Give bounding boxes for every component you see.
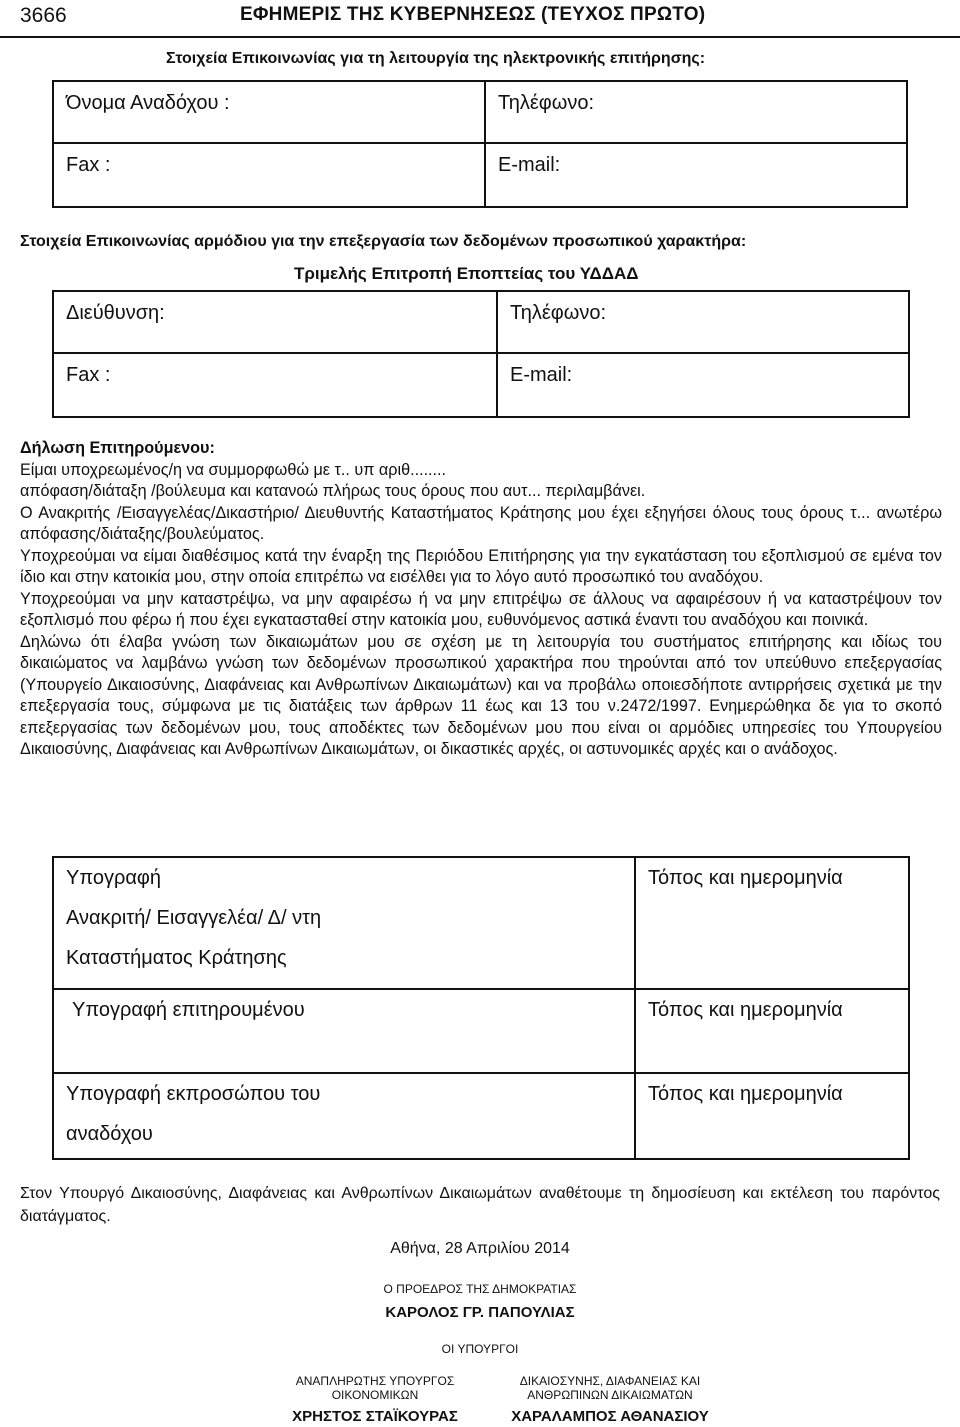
data-contact-heading: Στοιχεία Επικοινωνίας αρμόδιου για την επεξεργασία των δεδομένων προσωπικού χαρακτήρα: [20,233,747,250]
declaration-paragraph: Υποχρεούμαι να μην καταστρέψω, να μην αφαιρέσω ή να μην επιτρέψω σε άλλους να αφαιρέσουν ή να καταστρέψουν τον εξοπλισμό που φέρω ή που έχει εγκατασταθεί στην κατοικία μου, ευθυνόμενος αστικά έναντι του αναδόχου και ποινικά. [20,589,942,629]
contractor-signature-cell [53,1073,635,1159]
declaration-section [20,438,942,761]
minister-2-title: ΑΝΘΡΩΠΙΝΩΝ ΔΙΚΑΙΩΜΑΤΩΝ [527,1388,693,1402]
monitored-signature-label: Υπογραφή επιτηρουμένου [72,999,305,1021]
contractor-email-cell [485,143,907,207]
minister-1-block [270,1374,480,1402]
minister-2-name: ΧΑΡΑΛΑΜΠΟΣ ΑΘΑΝΑΣΙΟΥ [511,1408,709,1425]
contractor-contact-table [52,80,908,208]
committee-phone-label: Τηλέφωνο: [510,302,607,324]
president-title: Ο ΠΡΟΕΔΡΟΣ ΤΗΣ ΔΗΜΟΚΡΑΤΙΑΣ [383,1282,577,1296]
committee-email-label: E-mail: [510,364,573,386]
ministers-label: ΟΙ ΥΠΟΥΡΓΟΙ [441,1342,519,1356]
signatures-table [52,856,910,1160]
president-name: ΚΑΡΟΛΟΣ ΓΡ. ΠΑΠΟΥΛΙΑΣ [385,1304,575,1321]
data-contact-table [52,290,910,418]
contractor-signature-line: αναδόχου [66,1123,153,1145]
contractor-phone-cell [485,81,907,143]
contractor-name-label: Όνομα Αναδόχου : [66,92,230,114]
contractor-fax-label: Fax : [66,154,111,176]
monitored-place-date-cell [635,989,909,1073]
address-cell [53,291,497,353]
place-date: Αθήνα, 28 Απριλίου 2014 [390,1240,570,1257]
page-number: 3666 [20,4,67,27]
declaration-paragraph: Δηλώνω ότι έλαβα γνώση των δικαιωμάτων μου σε σχέση με τη λειτουργία του συστήματος επιτήρησης και ιδίως του δικαιώματος να λαμβάνω γνώση των δεδομένων προσωπικού χαρακτήρα που τηρούνται από τον υπεύθυνο επεξεργασίας (Υπουργείο Δικαιοσύνης, Διαφάνειας και Ανθρωπίνων Δικαιωμάτων) και να προβάλω οποιεσδήποτε αντιρρήσεις σχετικά με την επεξεργασία τους, σύμφωνα με τις διατάξεις των άρθρων 11 έως και 13 του ν.2472/1997. Ενημερώθηκα δε για το σκοπό επεξεργασίας των δεδομένων μου, τους αποδέκτες των δεδομένων μου που είναι οι αρμόδιες υπηρεσίες του Υπουργείου Δικαιοσύνης, Διαφάνειας και Ανθρωπίνων Δικαιωμάτων, οι δικαστικές αρχές, οι αστυνομικές αρχές και ο ανάδοχος. [20,632,942,758]
declaration-paragraph: απόφαση/διάταξη /βούλευμα και κατανοώ πλήρως τους όρους που αυτ... περιλαμβάνει. [20,482,646,500]
publication-order: Στον Υπουργό Δικαιοσύνης, Διαφάνειας και Ανθρωπίνων Δικαιωμάτων αναθέτουμε τη δημοσίευση και εκτέλεση του παρόντος διατάγματος. [20,1185,940,1225]
place-date-label: Τόπος και ημερομηνία [648,867,843,889]
minister-2-block [490,1374,730,1402]
contractor-name-cell [53,81,485,143]
minister-2-title: ΔΙΚΑΙΟΣΥΝΗΣ, ΔΙΑΦΑΝΕΙΑΣ ΚΑΙ [519,1374,701,1388]
committee-fax-cell [53,353,497,417]
declaration-paragraph: Υποχρεούμαι να είμαι διαθέσιμος κατά την έναρξη της Περιόδου Επιτήρησης για την εγκατάσταση του εξοπλισμού σε εμένα τον ίδιο και στην κατοικία μου, στην οποία επιτρέπω να εισέλθει για το λόγο αυτό προσωπικό του αναδόχου. [20,546,942,586]
gazette-title: ΕΦΗΜΕΡΙΣ ΤΗΣ ΚΥΒΕΡΝΗΣΕΩΣ (ΤΕΥΧΟΣ ΠΡΩΤΟ) [240,4,706,25]
minister-1-title: ΟΙΚΟΝΟΜΙΚΩΝ [331,1388,419,1402]
address-label: Διεύθυνση: [66,302,165,324]
minister-1-name: ΧΡΗΣΤΟΣ ΣΤΑΪΚΟΥΡΑΣ [292,1408,458,1425]
contractor-phone-label: Τηλέφωνο: [498,92,595,114]
committee-email-cell [497,353,909,417]
committee-fax-label: Fax : [66,364,111,386]
contractor-fax-cell [53,143,485,207]
declaration-paragraph: Είμαι υποχρεωμένος/η να συμμορφωθώ με τ.. υπ αριθ........ [20,460,447,479]
authority-signature-line: Υπογραφή [66,867,162,889]
authority-signature-line: Ανακριτή/ Εισαγγελέα/ Δ/ ντη [66,907,322,929]
minister-1-title: ΑΝΑΠΛΗΡΩΤΗΣ ΥΠΟΥΡΓΟΣ [295,1374,455,1388]
declaration-title: Δήλωση Επιτηρούμενου: [20,439,215,457]
contractor-contact-heading: Στοιχεία Επικοινωνίας για τη λειτουργία της ηλεκτρονικής επιτήρησης: [166,50,706,67]
contractor-email-label: E-mail: [498,154,561,176]
header-divider [0,36,960,38]
place-date-label: Τόπος και ημερομηνία [648,999,843,1021]
place-date-label: Τόπος και ημερομηνία [648,1083,843,1105]
authority-signature-cell [53,857,635,989]
committee-heading: Τριμελής Επιτροπή Εποπτείας του ΥΔΔΑΔ [294,264,639,283]
declaration-paragraph: Ο Ανακριτής /Εισαγγελέας/Δικαστήριο/ Διευθυντής Καταστήματος Κράτησης μου έχει εξηγήσει όλους τους όρους τ... ανωτέρω απόφασης/διάταξης/βουλεύματος. [20,503,942,543]
authority-signature-line: Καταστήματος Κράτησης [66,947,287,969]
monitored-signature-cell [53,989,635,1073]
contractor-place-date-cell [635,1073,909,1159]
authority-place-date-cell [635,857,909,989]
committee-phone-cell [497,291,909,353]
contractor-signature-line: Υπογραφή εκπροσώπου του [66,1083,321,1105]
